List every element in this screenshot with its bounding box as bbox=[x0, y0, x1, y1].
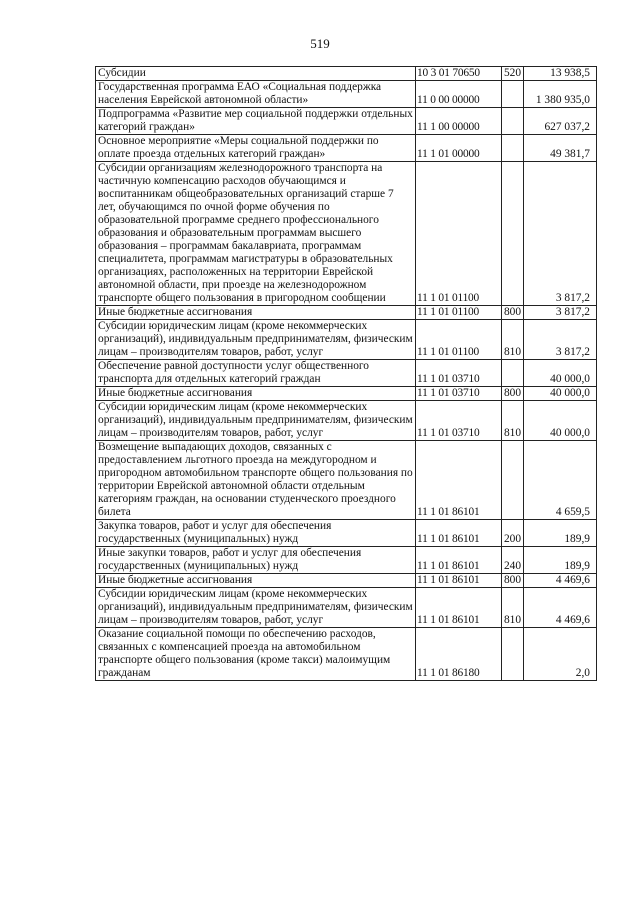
row-type-cell bbox=[502, 360, 524, 387]
row-code-cell: 10 3 01 70650 bbox=[416, 67, 502, 81]
table-row bbox=[96, 135, 597, 162]
row-amount-cell: 4 469,6 bbox=[524, 588, 597, 628]
row-type-cell bbox=[502, 628, 524, 681]
row-amount-cell: 40 000,0 bbox=[524, 360, 597, 387]
row-amount-cell: 3 817,2 bbox=[524, 306, 597, 320]
row-name-cell: Иные бюджетные ассигнования bbox=[96, 387, 416, 401]
table-row bbox=[96, 574, 597, 588]
table-row bbox=[96, 306, 597, 320]
row-type-cell bbox=[502, 441, 524, 520]
row-name-cell: Субсидии юридическим лицам (кроме некоммерческих организаций), индивидуальным предпринимателям, физическим лицам – производителям товаров, работ, услуг bbox=[96, 588, 416, 628]
table-row bbox=[96, 628, 597, 681]
row-amount-cell: 189,9 bbox=[524, 547, 597, 574]
row-code-cell: 11 1 00 00000 bbox=[416, 108, 502, 135]
row-amount-cell: 189,9 bbox=[524, 520, 597, 547]
row-type-cell: 800 bbox=[502, 387, 524, 401]
row-type-cell bbox=[502, 108, 524, 135]
row-type-cell: 520 bbox=[502, 67, 524, 81]
row-name-cell: Закупка товаров, работ и услуг для обеспечения государственных (муниципальных) нужд bbox=[96, 520, 416, 547]
row-code-cell: 11 1 01 03710 bbox=[416, 401, 502, 441]
budget-table bbox=[95, 66, 597, 681]
row-type-cell: 200 bbox=[502, 520, 524, 547]
row-amount-cell: 2,0 bbox=[524, 628, 597, 681]
table-row bbox=[96, 401, 597, 441]
table-row bbox=[96, 547, 597, 574]
row-amount-cell: 49 381,7 bbox=[524, 135, 597, 162]
row-code-cell: 11 1 01 01100 bbox=[416, 306, 502, 320]
row-name-cell: Подпрограмма «Развитие мер социальной поддержки отдельных категорий граждан» bbox=[96, 108, 416, 135]
row-name-cell: Субсидии юридическим лицам (кроме некоммерческих организаций), индивидуальным предпринимателям, физическим лицам – производителям товаров, работ, услуг bbox=[96, 320, 416, 360]
table-row bbox=[96, 320, 597, 360]
row-name-cell: Оказание социальной помощи по обеспечению расходов, связанных с компенсацией проезда на автомобильном транспорте общего пользования (кроме такси) малоимущим гражданам bbox=[96, 628, 416, 681]
table-row bbox=[96, 162, 597, 306]
row-type-cell: 800 bbox=[502, 574, 524, 588]
row-amount-cell: 13 938,5 bbox=[524, 67, 597, 81]
row-name-cell: Возмещение выпадающих доходов, связанных с предоставлением льготного проезда на междугородном и пригородном автомобильном транспорте общего пользования по территории Еврейской автономной области отдельным категориям граждан, на основании студенческого проездного билета bbox=[96, 441, 416, 520]
row-amount-cell: 627 037,2 bbox=[524, 108, 597, 135]
table-row bbox=[96, 588, 597, 628]
row-name-cell: Иные закупки товаров, работ и услуг для обеспечения государственных (муниципальных) нужд bbox=[96, 547, 416, 574]
row-code-cell: 11 1 01 86101 bbox=[416, 547, 502, 574]
row-name-cell: Субсидии организациям железнодорожного транспорта на частичную компенсацию расходов обучающимся и воспитанникам общеобразовательных организаций старше 7 лет, обучающимся по очной форме обучения по образовательной программе среднего профессионального образования и образовательным программам высшего образования – программам бакалавриата, программам специалитета, программам магистратуры в образовательных организациях, расположенных на территории Еврейской автономной области, при проезде на железнодорожном транспорте общего пользования в пригородном сообщении bbox=[96, 162, 416, 306]
row-code-cell: 11 1 01 86101 bbox=[416, 588, 502, 628]
row-amount-cell: 4 469,6 bbox=[524, 574, 597, 588]
row-amount-cell: 1 380 935,0 bbox=[524, 81, 597, 108]
page-number: 519 bbox=[310, 36, 330, 51]
table-row bbox=[96, 387, 597, 401]
row-type-cell: 810 bbox=[502, 401, 524, 441]
row-code-cell: 11 1 01 86101 bbox=[416, 520, 502, 547]
table-row bbox=[96, 67, 597, 81]
table-row bbox=[96, 520, 597, 547]
table-row bbox=[96, 108, 597, 135]
row-name-cell: Субсидии bbox=[96, 67, 416, 81]
row-code-cell: 11 1 01 01100 bbox=[416, 162, 502, 306]
row-type-cell bbox=[502, 135, 524, 162]
row-name-cell: Обеспечение равной доступности услуг общественного транспорта для отдельных категорий граждан bbox=[96, 360, 416, 387]
table-row bbox=[96, 360, 597, 387]
row-name-cell: Иные бюджетные ассигнования bbox=[96, 306, 416, 320]
row-amount-cell: 40 000,0 bbox=[524, 401, 597, 441]
row-name-cell: Иные бюджетные ассигнования bbox=[96, 574, 416, 588]
row-amount-cell: 3 817,2 bbox=[524, 162, 597, 306]
row-type-cell: 240 bbox=[502, 547, 524, 574]
row-name-cell: Субсидии юридическим лицам (кроме некоммерческих организаций), индивидуальным предпринимателям, физическим лицам – производителям товаров, работ, услуг bbox=[96, 401, 416, 441]
table-row bbox=[96, 81, 597, 108]
row-name-cell: Основное мероприятие «Меры социальной поддержки по оплате проезда отдельных категорий граждан» bbox=[96, 135, 416, 162]
row-code-cell: 11 1 01 86180 bbox=[416, 628, 502, 681]
row-code-cell: 11 0 00 00000 bbox=[416, 81, 502, 108]
row-code-cell: 11 1 01 01100 bbox=[416, 320, 502, 360]
row-amount-cell: 3 817,2 bbox=[524, 320, 597, 360]
row-amount-cell: 40 000,0 bbox=[524, 387, 597, 401]
row-code-cell: 11 1 01 03710 bbox=[416, 387, 502, 401]
row-type-cell: 810 bbox=[502, 320, 524, 360]
row-type-cell: 800 bbox=[502, 306, 524, 320]
row-code-cell: 11 1 01 03710 bbox=[416, 360, 502, 387]
row-code-cell: 11 1 01 86101 bbox=[416, 441, 502, 520]
table-row bbox=[96, 441, 597, 520]
row-name-cell: Государственная программа ЕАО «Социальная поддержка населения Еврейской автономной области» bbox=[96, 81, 416, 108]
row-type-cell bbox=[502, 162, 524, 306]
row-code-cell: 11 1 01 00000 bbox=[416, 135, 502, 162]
row-code-cell: 11 1 01 86101 bbox=[416, 574, 502, 588]
row-amount-cell: 4 659,5 bbox=[524, 441, 597, 520]
row-type-cell: 810 bbox=[502, 588, 524, 628]
row-type-cell bbox=[502, 81, 524, 108]
